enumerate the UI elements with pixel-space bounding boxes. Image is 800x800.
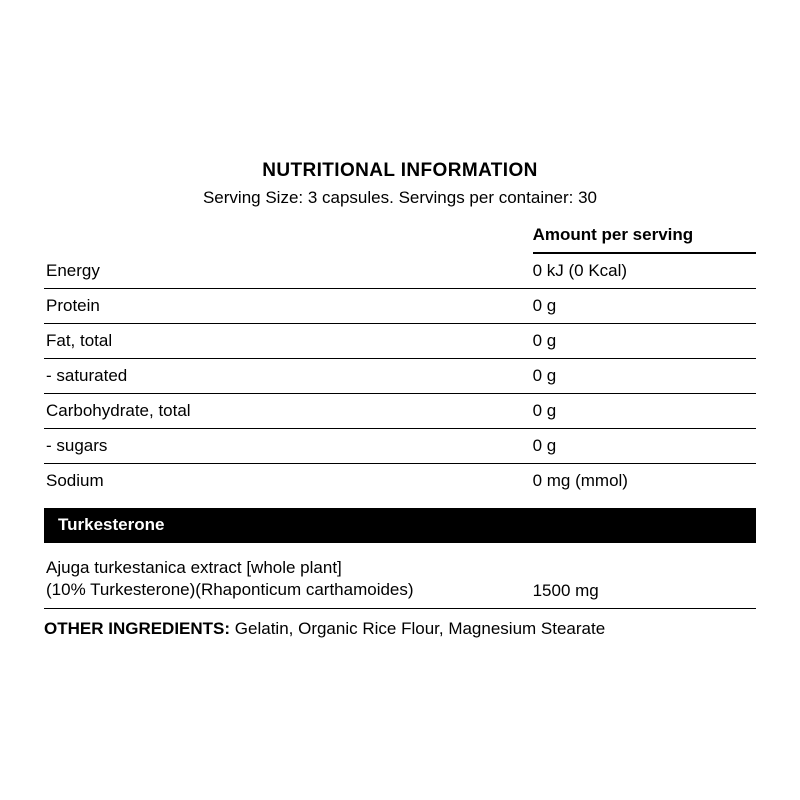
table-row xyxy=(44,359,756,394)
nutrient-name: - saturated xyxy=(44,359,533,394)
serving-size-text: Serving Size: 3 capsules. Servings per container: 30 xyxy=(202,188,598,207)
ingredient-name-line1: Ajuga turkestanica extract [whole plant] xyxy=(46,558,342,577)
nutrient-value: 0 g xyxy=(533,394,756,429)
table-row xyxy=(44,429,756,464)
nutrient-value: 0 kJ (0 Kcal) xyxy=(533,253,756,289)
panel-title: NUTRITIONAL INFORMATION xyxy=(262,160,538,181)
table-row xyxy=(44,324,756,359)
nutrient-value: 0 g xyxy=(533,359,756,394)
turkesterone-band-label: Turkesterone xyxy=(44,508,756,543)
nutrient-name: Sodium xyxy=(46,471,104,490)
ingredient-amount: 1500 mg xyxy=(532,580,599,600)
nutrient-name: - sugars xyxy=(44,429,533,464)
table-row xyxy=(44,394,756,429)
other-ingredients-label: OTHER INGREDIENTS: xyxy=(44,618,231,638)
ingredient-row xyxy=(44,550,756,608)
nutrient-name: Protein xyxy=(44,289,533,324)
ingredient-name-line2: (10% Turkesterone)(Rhaponticum carthamoides) xyxy=(46,579,414,599)
nutrition-facts-panel xyxy=(44,160,756,640)
nutrient-value: 0 g xyxy=(533,289,756,324)
other-ingredients-value: Gelatin, Organic Rice Flour, Magnesium Stearate xyxy=(230,618,606,638)
ingredient-name xyxy=(44,550,533,608)
nutrient-name: Energy xyxy=(44,253,533,289)
nutrition-table xyxy=(44,218,756,608)
table-row xyxy=(44,464,756,499)
header-blank-cell xyxy=(44,218,533,253)
nutrient-name: Carbohydrate, total xyxy=(44,394,533,429)
section-band-cell xyxy=(44,498,756,550)
nutrient-value: 0 mg (mmol) xyxy=(532,471,628,490)
nutrient-value: 0 g xyxy=(533,429,756,464)
other-ingredients xyxy=(44,608,756,640)
nutrient-name: Fat, total xyxy=(44,324,533,359)
table-row xyxy=(44,289,756,324)
amount-per-serving-header: Amount per serving xyxy=(533,218,756,253)
nutrient-value: 0 g xyxy=(533,324,756,359)
table-row xyxy=(44,253,756,289)
section-band-row xyxy=(44,498,756,550)
table-header-row xyxy=(44,218,756,253)
